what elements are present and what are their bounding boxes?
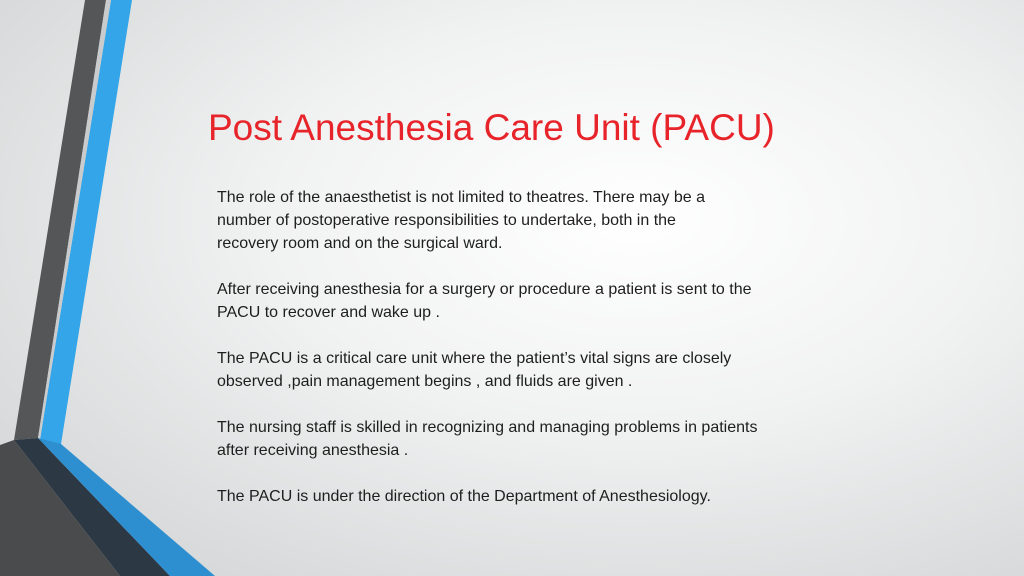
paragraph-anaesthetist-role: The role of the anaesthetist is not limited to theatres. There may be a number of postoperative responsibilities to undertake, both in the recovery room and on the surgical ward. <box>217 189 705 252</box>
paragraph-direction: The PACU is under the direction of the Department of Anesthesiology. <box>217 488 711 505</box>
slide-body <box>217 186 857 531</box>
paragraph-nursing-staff: The nursing staff is skilled in recognizing and managing problems in patients after receiving anesthesia . <box>217 419 758 459</box>
paragraph-after-anesthesia: After receiving anesthesia for a surgery or procedure a patient is sent to the PACU to recover and wake up . <box>217 281 752 321</box>
paragraph-critical-care: The PACU is a critical care unit where the patient’s vital signs are closely observed ,pain management begins , and fluids are given . <box>217 350 732 390</box>
slide-title: Post Anesthesia Care Unit (PACU) <box>208 107 775 148</box>
